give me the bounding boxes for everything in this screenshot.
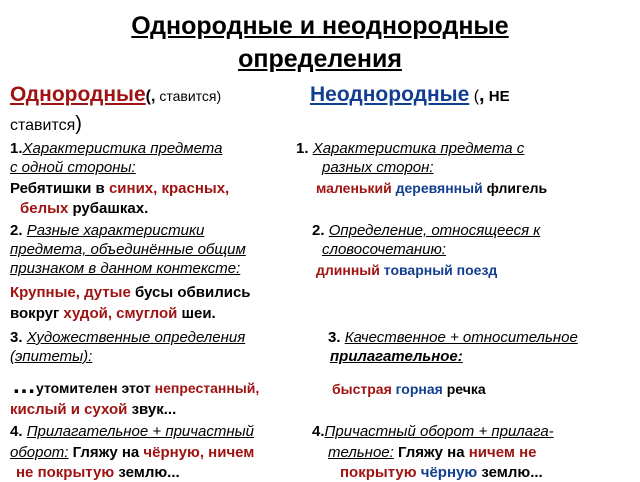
heterogeneous-header-cont xyxy=(10,114,82,136)
heterogeneous-not: НЕ xyxy=(484,88,510,105)
left-item-2-example-a: Крупные, дутые xyxy=(10,284,131,301)
left-item-3-ellipsis: … xyxy=(12,372,36,399)
page-title-line-1: Однородные и неоднородные xyxy=(131,12,509,40)
right-item-2-line-1 xyxy=(312,222,540,240)
right-item-1-number: 1. xyxy=(296,140,313,157)
left-item-3-example-c: кислый и сухой xyxy=(10,401,128,418)
left-item-2-rule-1: Разные характеристики xyxy=(26,222,205,239)
left-item-2-example-d: худой, смуглой xyxy=(63,305,178,322)
right-item-2-line-2: словосочетанию: xyxy=(322,241,446,258)
left-item-1-line-1 xyxy=(10,140,222,158)
right-item-3-line-1 xyxy=(328,329,578,347)
right-item-4-example-line-2 xyxy=(340,464,543,482)
left-item-1-example-a: Ребятишки в xyxy=(10,180,109,197)
right-item-3-number: 3. xyxy=(328,329,345,346)
left-item-2-example-c: вокруг xyxy=(10,305,64,322)
left-item-4-example-b: чёрную, ничем xyxy=(143,444,255,461)
right-item-1-rule-1: Характеристика предмета с xyxy=(312,140,525,157)
left-item-2-example-line-2 xyxy=(10,305,216,323)
left-item-3-example-line-1 xyxy=(12,374,259,400)
right-item-4-example-d: чёрную xyxy=(420,464,478,481)
left-item-1-example-line-1 xyxy=(10,180,229,198)
right-item-2-number: 2. xyxy=(312,222,329,239)
right-item-3-example-b: горная xyxy=(395,381,443,397)
left-item-1-rule: Характеристика предмета xyxy=(22,140,223,157)
heterogeneous-word: Неоднородные xyxy=(310,83,470,106)
right-item-3-example xyxy=(332,381,486,398)
right-item-4-line-2 xyxy=(328,444,537,462)
right-item-3-example-c: речка xyxy=(442,381,486,397)
left-item-3-rule-1: Художественные определения xyxy=(26,329,246,346)
right-item-2-example xyxy=(316,262,497,279)
right-item-1-line-2: разных сторон: xyxy=(322,159,434,176)
heterogeneous-header xyxy=(310,83,510,109)
heterogeneous-close-paren: ) xyxy=(75,113,82,135)
left-item-2-example-b: бусы обвились xyxy=(130,284,251,301)
left-item-4-number: 4. xyxy=(10,423,27,440)
homogeneous-word: Однородные xyxy=(10,83,146,106)
right-item-1-line-1 xyxy=(296,140,524,158)
right-item-4-line-1 xyxy=(312,423,554,441)
right-item-4-example-e: землю... xyxy=(477,464,543,481)
right-item-1-example xyxy=(316,180,547,197)
right-item-1-example-a: маленький xyxy=(316,180,396,196)
left-item-1-example-b: синих, красных, xyxy=(108,180,230,197)
page-title-line-2: определения xyxy=(238,45,402,73)
left-item-2-example-e: шеи. xyxy=(177,305,216,322)
left-item-3-example-b: непрестанный, xyxy=(154,380,260,396)
right-item-3-rule-1: Качественное + относительное xyxy=(344,329,578,346)
homogeneous-comma-note: ставится) xyxy=(155,88,222,104)
right-item-3-line-2: прилагательное: xyxy=(330,348,463,365)
homogeneous-header xyxy=(10,83,221,109)
right-item-4-example-a: Гляжу на xyxy=(393,444,469,461)
left-item-4-example-line-2 xyxy=(16,464,180,482)
left-item-4-rule-2: оборот: xyxy=(10,444,69,461)
right-item-2-example-a: длинный xyxy=(316,262,384,278)
left-item-2-line-1 xyxy=(10,222,204,240)
left-item-2-line-2: предмета, объединённые общим xyxy=(10,241,246,258)
right-item-4-rule-2: тельное: xyxy=(328,444,394,461)
heterogeneous-comma: , xyxy=(479,84,485,106)
left-item-3-example-a: утомителен этот xyxy=(36,380,155,396)
left-item-4-line-1 xyxy=(10,423,254,441)
left-item-4-rule-1: Прилагательное + причастный xyxy=(26,423,255,440)
heterogeneous-placed: ставится xyxy=(10,117,76,134)
left-item-3-line-1 xyxy=(10,329,245,347)
left-item-2-number: 2. xyxy=(10,222,27,239)
right-item-4-number: 4. xyxy=(312,423,325,440)
left-item-2-line-3: признаком в данном контексте: xyxy=(10,260,241,277)
left-item-3-number: 3. xyxy=(10,329,27,346)
left-item-1-example-line-2 xyxy=(20,200,148,218)
right-item-3-example-a: быстрая xyxy=(332,381,396,397)
left-item-4-example-a: Гляжу на xyxy=(68,444,144,461)
left-item-1-example-d: рубашках. xyxy=(68,200,149,217)
left-item-3-example-d: звук... xyxy=(127,401,177,418)
left-item-2-example-line-1 xyxy=(10,284,251,302)
right-item-4-rule-1: Причастный оборот + прилага- xyxy=(324,423,554,440)
homogeneous-comma: (, xyxy=(145,88,156,105)
right-item-4-example-c: покрытую xyxy=(340,464,421,481)
right-item-2-example-b: товарный поезд xyxy=(383,262,498,278)
left-item-1-example-c: белых xyxy=(20,200,69,217)
heterogeneous-paren: ( xyxy=(469,88,480,105)
right-item-1-example-b: деревянный xyxy=(395,180,483,196)
left-item-1-number: 1. xyxy=(10,140,23,157)
left-item-3-line-2: (эпитеты): xyxy=(10,348,93,365)
right-item-2-rule-1: Определение, относящееся к xyxy=(328,222,541,239)
left-item-3-example-line-2 xyxy=(10,401,176,419)
right-item-4-example-b: ничем не xyxy=(468,444,537,461)
left-item-4-line-2 xyxy=(10,444,254,462)
right-item-1-example-c: флигель xyxy=(482,180,548,196)
left-item-1-line-2: с одной стороны: xyxy=(10,159,136,176)
left-item-4-example-d: землю... xyxy=(114,464,180,481)
left-item-4-example-c: не покрытую xyxy=(16,464,115,481)
